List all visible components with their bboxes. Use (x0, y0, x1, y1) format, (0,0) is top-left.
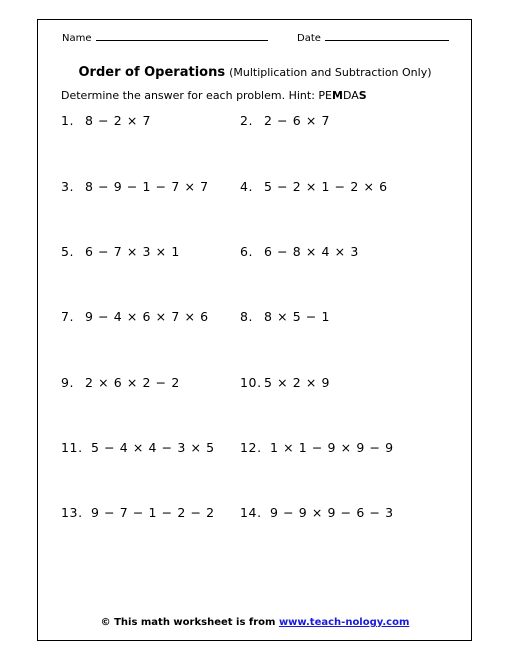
problem-9 (61, 375, 180, 390)
problem-number: 13. (61, 505, 83, 520)
footer (0, 617, 510, 628)
instructions-text: Determine the answer for each problem. Hint: (61, 89, 319, 102)
footer-link[interactable]: www.teach-nology.com (278, 617, 410, 628)
problem-10 (240, 375, 330, 390)
problem-expression: 5 − 2 × 1 − 2 × 6 (264, 179, 388, 194)
problem-expression: 9 − 4 × 6 × 7 × 6 (85, 309, 209, 324)
problem-5 (61, 244, 180, 259)
problem-2 (240, 113, 330, 128)
problem-expression: 9 − 7 − 1 − 2 − 2 (91, 505, 215, 520)
problem-number: 14. (240, 505, 262, 520)
problem-13 (61, 505, 215, 520)
problem-expression: 2 × 6 × 2 − 2 (85, 375, 180, 390)
name-field (62, 31, 268, 44)
problem-expression: 1 × 1 − 9 × 9 − 9 (270, 440, 394, 455)
problem-14 (240, 505, 394, 520)
problem-number: 2. (240, 113, 254, 128)
problem-expression: 2 − 6 × 7 (264, 113, 331, 128)
problem-number: 6. (240, 244, 254, 259)
date-label: Date (297, 33, 321, 44)
problem-number: 7. (61, 309, 75, 324)
problem-6 (240, 244, 359, 259)
title-subtitle: (Multiplication and Subtraction Only) (229, 66, 432, 79)
problem-expression: 5 − 4 × 4 − 3 × 5 (91, 440, 215, 455)
problem-expression: 8 − 2 × 7 (85, 113, 152, 128)
hint-pe: PE (318, 89, 332, 102)
problem-number: 1. (61, 113, 75, 128)
problem-expression: 5 × 2 × 9 (264, 375, 331, 390)
hint-s: S (358, 89, 367, 102)
problem-number: 5. (61, 244, 75, 259)
problem-4 (240, 179, 388, 194)
problem-1 (61, 113, 151, 128)
date-blank (325, 31, 449, 41)
hint-da: DA (342, 89, 359, 102)
problem-expression: 6 − 7 × 3 × 1 (85, 244, 180, 259)
name-label: Name (62, 33, 92, 44)
problem-expression: 8 − 9 − 1 − 7 × 7 (85, 179, 209, 194)
problem-number: 4. (240, 179, 254, 194)
worksheet-title (0, 61, 510, 80)
problem-12 (240, 440, 394, 455)
date-field (297, 31, 449, 44)
problem-number: 3. (61, 179, 75, 194)
problem-7 (61, 309, 209, 324)
problem-8 (240, 309, 330, 324)
problem-11 (61, 440, 215, 455)
name-blank (96, 31, 268, 41)
problem-expression: 8 × 5 − 1 (264, 309, 331, 324)
hint-m: M (332, 89, 343, 102)
problem-number: 11. (61, 440, 83, 455)
problem-expression: 9 − 9 × 9 − 6 − 3 (270, 505, 394, 520)
problem-number: 12. (240, 440, 262, 455)
problem-3 (61, 179, 209, 194)
problem-number: 9. (61, 375, 75, 390)
problem-number: 8. (240, 309, 254, 324)
problem-number: 10. (240, 375, 262, 390)
problem-expression: 6 − 8 × 4 × 3 (264, 244, 359, 259)
instructions (61, 89, 367, 102)
title-main: Order of Operations (78, 65, 226, 80)
footer-text: © This math worksheet is from (100, 617, 279, 628)
